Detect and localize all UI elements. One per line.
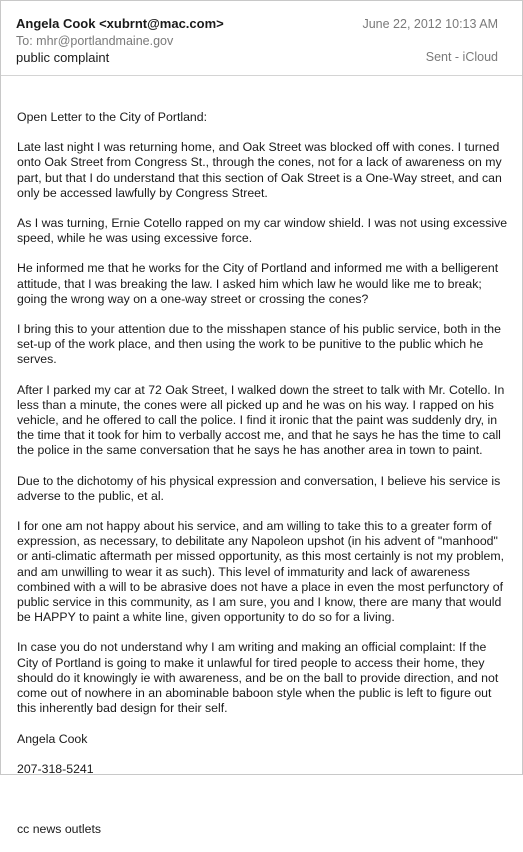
signature-name: Angela Cook bbox=[17, 731, 88, 746]
to-label: To: bbox=[16, 34, 33, 48]
body-paragraph: After I parked my car at 72 Oak Street, I walked down the street to talk with Mr. Cotello. In less than a minute, the cones were all picked up and he was on his way. I rapped on his vehicle, and he offered to call the police. I find it ironic that the paint was suddenly dry, in the time that it took for him to verbally accost me, and that he says he has the time to call the police in the same conversation that he says he has another area in town to paint. bbox=[17, 382, 505, 458]
recipient[interactable]: mhr@portlandmaine.gov bbox=[36, 34, 174, 48]
body-paragraph: He informed me that he works for the City of Portland and informed me with a belligerent attitude, that I was breaking the law. I asked him which law he would like me to break; going the wrong way on a one-way street or crossing the cones? bbox=[17, 261, 499, 306]
body-paragraph: I for one am not happy about his service, and am willing to take this to a greater form of expression, as necessary, to debilitate any Napoleon upshot (in his advent of "manhood" or anti-climatic aftermath per missed opportunity, as this most certainly is not my problem, and am unwilling to wear it as such). This level of immaturity and lack of awareness combined with a will to be abrasive does not have a place in even the most perfunctory of public service in this community, as I am sure, you and I know, there are many that would be HAPPY to paint a white line, given opportunity to do so for a living. bbox=[17, 519, 505, 625]
salutation: Open Letter to the City of Portland: bbox=[17, 110, 208, 124]
message-header bbox=[1, 1, 522, 76]
body-paragraph: As I was turning, Ernie Cotello rapped on my car window shield. I was not using excessive speed, while he was using excessive force. bbox=[17, 216, 508, 246]
body-paragraph: Due to the dichotomy of his physical expression and conversation, I believe his service is adverse to the public, et al. bbox=[17, 473, 501, 503]
message-body bbox=[17, 110, 509, 852]
body-paragraph: Late last night I was returning home, and Oak Street was blocked off with cones. I turned onto Oak Street from Congress St., through the cones, not for a lack of awareness on my part, but that I do understand that this section of Oak Street is a One-Way street, and can only be accessed lawfully by Congress Street. bbox=[17, 140, 502, 200]
sender[interactable]: Angela Cook <xubrnt@mac.com> bbox=[16, 16, 224, 31]
mailbox-label: Sent - iCloud bbox=[425, 50, 498, 64]
body-paragraph: I bring this to your attention due to the misshapen stance of his public service, both in the set-up of the work place, and then using the work to be punitive to the public which he serves. bbox=[17, 322, 501, 367]
subject: public complaint bbox=[16, 50, 110, 65]
cc-line: cc news outlets bbox=[17, 822, 102, 837]
date-time: June 22, 2012 10:13 AM bbox=[362, 17, 498, 31]
blank-line bbox=[17, 792, 509, 807]
signature-phone: 207-318-5241 bbox=[17, 761, 94, 776]
body-paragraph: In case you do not understand why I am writing and making an official complaint: If the City of Portland is going to make it unlawful for tired people to access their home, they should do it knowingly ie with awareness, and be on the ball to provide direction, and not come out of nowhere in an abominable baboon style when the public is left to figure out this inherently bad design for their self. bbox=[17, 640, 499, 716]
recipient-line bbox=[16, 34, 173, 48]
